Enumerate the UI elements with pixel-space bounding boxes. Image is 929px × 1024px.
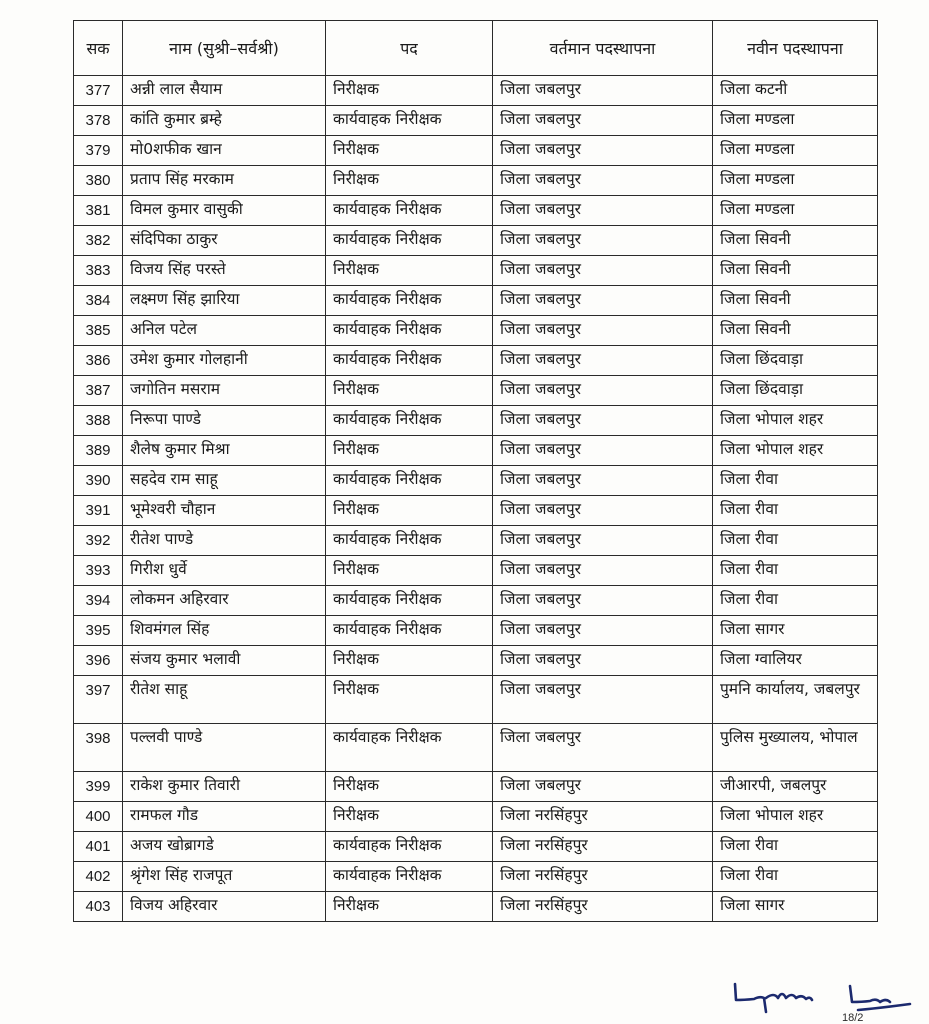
row-post: निरीक्षक	[326, 646, 493, 676]
row-name: रामफल गौड	[123, 802, 326, 832]
row-name: मो0शफीक खान	[123, 136, 326, 166]
row-post: कार्यवाहक निरीक्षक	[326, 832, 493, 862]
row-post: कार्यवाहक निरीक्षक	[326, 406, 493, 436]
table-row	[74, 316, 878, 346]
table-row	[74, 226, 878, 256]
row-new-posting: जिला छिंदवाड़ा	[713, 376, 878, 406]
row-post: कार्यवाहक निरीक्षक	[326, 316, 493, 346]
table-row	[74, 772, 878, 802]
row-name: अनिल पटेल	[123, 316, 326, 346]
row-current-posting: जिला जबलपुर	[493, 76, 713, 106]
row-current-posting: जिला जबलपुर	[493, 724, 713, 772]
row-post: निरीक्षक	[326, 676, 493, 724]
row-name: संदिपिका ठाकुर	[123, 226, 326, 256]
row-post: कार्यवाहक निरीक्षक	[326, 226, 493, 256]
row-name: शिवमंगल सिंह	[123, 616, 326, 646]
row-current-posting: जिला जबलपुर	[493, 256, 713, 286]
row-current-posting: जिला जबलपुर	[493, 466, 713, 496]
row-name: सहदेव राम साहू	[123, 466, 326, 496]
table-row	[74, 496, 878, 526]
row-name: गिरीश धुर्वे	[123, 556, 326, 586]
row-name: लक्ष्मण सिंह झारिया	[123, 286, 326, 316]
row-serial: 397	[74, 676, 123, 724]
row-serial: 396	[74, 646, 123, 676]
row-serial: 379	[74, 136, 123, 166]
row-name: अन्नी लाल सैयाम	[123, 76, 326, 106]
row-current-posting: जिला जबलपुर	[493, 166, 713, 196]
row-post: निरीक्षक	[326, 136, 493, 166]
signature	[730, 978, 920, 1018]
row-post: निरीक्षक	[326, 772, 493, 802]
table-row	[74, 676, 878, 724]
row-current-posting: जिला जबलपुर	[493, 676, 713, 724]
header-serial: सक	[74, 21, 123, 76]
table-row	[74, 436, 878, 466]
row-name: प्रताप सिंह मरकाम	[123, 166, 326, 196]
row-new-posting: जिला रीवा	[713, 862, 878, 892]
row-new-posting: जिला भोपाल शहर	[713, 406, 878, 436]
row-post: निरीक्षक	[326, 436, 493, 466]
table-row	[74, 616, 878, 646]
row-new-posting: जिला सिवनी	[713, 316, 878, 346]
row-new-posting: जिला रीवा	[713, 496, 878, 526]
row-post: निरीक्षक	[326, 556, 493, 586]
row-serial: 401	[74, 832, 123, 862]
row-post: निरीक्षक	[326, 166, 493, 196]
table-row	[74, 256, 878, 286]
row-new-posting: जिला रीवा	[713, 586, 878, 616]
row-serial: 387	[74, 376, 123, 406]
row-current-posting: जिला नरसिंहपुर	[493, 892, 713, 922]
row-new-posting: जिला रीवा	[713, 556, 878, 586]
row-current-posting: जिला जबलपुर	[493, 772, 713, 802]
row-current-posting: जिला जबलपुर	[493, 496, 713, 526]
row-name: विजय अहिरवार	[123, 892, 326, 922]
row-current-posting: जिला जबलपुर	[493, 316, 713, 346]
row-name: विमल कुमार वासुकी	[123, 196, 326, 226]
row-name: पल्लवी पाण्डे	[123, 724, 326, 772]
row-current-posting: जिला जबलपुर	[493, 226, 713, 256]
row-serial: 386	[74, 346, 123, 376]
row-new-posting: जिला भोपाल शहर	[713, 802, 878, 832]
row-post: निरीक्षक	[326, 496, 493, 526]
row-serial: 377	[74, 76, 123, 106]
row-post: कार्यवाहक निरीक्षक	[326, 724, 493, 772]
row-name: रीतेश साहू	[123, 676, 326, 724]
row-post: कार्यवाहक निरीक्षक	[326, 862, 493, 892]
row-new-posting: जिला भोपाल शहर	[713, 436, 878, 466]
row-serial: 384	[74, 286, 123, 316]
table-row	[74, 466, 878, 496]
row-post: कार्यवाहक निरीक्षक	[326, 586, 493, 616]
header-current-posting: वर्तमान पदस्थापना	[493, 21, 713, 76]
row-post: कार्यवाहक निरीक्षक	[326, 346, 493, 376]
row-serial: 381	[74, 196, 123, 226]
row-current-posting: जिला नरसिंहपुर	[493, 832, 713, 862]
header-name: नाम (सुश्री–सर्वश्री)	[123, 21, 326, 76]
row-new-posting: जिला मण्डला	[713, 196, 878, 226]
row-serial: 382	[74, 226, 123, 256]
row-new-posting: जिला ग्वालियर	[713, 646, 878, 676]
row-post: निरीक्षक	[326, 76, 493, 106]
table-row	[74, 406, 878, 436]
table-row	[74, 556, 878, 586]
row-serial: 402	[74, 862, 123, 892]
row-serial: 403	[74, 892, 123, 922]
row-current-posting: जिला जबलपुर	[493, 106, 713, 136]
row-name: विजय सिंह परस्ते	[123, 256, 326, 286]
row-new-posting: जिला रीवा	[713, 526, 878, 556]
row-post: निरीक्षक	[326, 892, 493, 922]
table-row	[74, 376, 878, 406]
row-current-posting: जिला नरसिंहपुर	[493, 862, 713, 892]
row-new-posting: जिला रीवा	[713, 832, 878, 862]
row-serial: 390	[74, 466, 123, 496]
row-new-posting: जिला रीवा	[713, 466, 878, 496]
row-serial: 394	[74, 586, 123, 616]
row-new-posting: जिला मण्डला	[713, 166, 878, 196]
row-name: निरूपा पाण्डे	[123, 406, 326, 436]
row-post: निरीक्षक	[326, 256, 493, 286]
table-row	[74, 586, 878, 616]
row-serial: 395	[74, 616, 123, 646]
row-name: संजय कुमार भलावी	[123, 646, 326, 676]
row-new-posting: जिला मण्डला	[713, 136, 878, 166]
row-serial: 398	[74, 724, 123, 772]
row-post: कार्यवाहक निरीक्षक	[326, 286, 493, 316]
row-current-posting: जिला जबलपुर	[493, 376, 713, 406]
table-row	[74, 646, 878, 676]
row-name: राकेश कुमार तिवारी	[123, 772, 326, 802]
row-new-posting: जिला सिवनी	[713, 226, 878, 256]
row-serial: 392	[74, 526, 123, 556]
header-new-posting: नवीन पदस्थापना	[713, 21, 878, 76]
row-name: कांति कुमार ब्रम्हे	[123, 106, 326, 136]
row-name: उमेश कुमार गोलहानी	[123, 346, 326, 376]
row-current-posting: जिला जबलपुर	[493, 346, 713, 376]
row-name: भूमेश्वरी चौहान	[123, 496, 326, 526]
transfer-list-table	[73, 20, 878, 922]
row-current-posting: जिला जबलपुर	[493, 616, 713, 646]
table-row	[74, 106, 878, 136]
row-post: निरीक्षक	[326, 802, 493, 832]
row-name: लोकमन अहिरवार	[123, 586, 326, 616]
row-current-posting: जिला जबलपुर	[493, 196, 713, 226]
row-current-posting: जिला जबलपुर	[493, 286, 713, 316]
row-serial: 393	[74, 556, 123, 586]
row-serial: 380	[74, 166, 123, 196]
table-row	[74, 346, 878, 376]
table-row	[74, 76, 878, 106]
row-current-posting: जिला जबलपुर	[493, 526, 713, 556]
row-post: कार्यवाहक निरीक्षक	[326, 196, 493, 226]
row-post: कार्यवाहक निरीक्षक	[326, 106, 493, 136]
row-current-posting: जिला जबलपुर	[493, 136, 713, 166]
row-serial: 388	[74, 406, 123, 436]
row-current-posting: जिला जबलपुर	[493, 406, 713, 436]
row-new-posting: जिला सागर	[713, 616, 878, 646]
row-new-posting: पुलिस मुख्यालय, भोपाल	[713, 724, 878, 772]
row-current-posting: जिला नरसिंहपुर	[493, 802, 713, 832]
row-new-posting: जिला सिवनी	[713, 256, 878, 286]
row-new-posting: जिला कटनी	[713, 76, 878, 106]
row-new-posting: जिला सिवनी	[713, 286, 878, 316]
table-body	[74, 76, 878, 922]
row-current-posting: जिला जबलपुर	[493, 556, 713, 586]
row-post: कार्यवाहक निरीक्षक	[326, 526, 493, 556]
row-name: अजय खोब्रागडे	[123, 832, 326, 862]
table-header-row	[74, 21, 878, 76]
row-new-posting: जिला मण्डला	[713, 106, 878, 136]
row-current-posting: जिला जबलपुर	[493, 646, 713, 676]
row-name: शैलेष कुमार मिश्रा	[123, 436, 326, 466]
row-serial: 385	[74, 316, 123, 346]
table-row	[74, 862, 878, 892]
row-name: श्रृंगेश सिंह राजपूत	[123, 862, 326, 892]
row-name: रीतेश पाण्डे	[123, 526, 326, 556]
row-serial: 391	[74, 496, 123, 526]
row-name: जगोतिन मसराम	[123, 376, 326, 406]
table-row	[74, 136, 878, 166]
table-row	[74, 166, 878, 196]
table-row	[74, 802, 878, 832]
row-serial: 383	[74, 256, 123, 286]
row-new-posting: जिला सागर	[713, 892, 878, 922]
row-new-posting: पुमनि कार्यालय, जबलपुर	[713, 676, 878, 724]
table-row	[74, 892, 878, 922]
row-current-posting: जिला जबलपुर	[493, 586, 713, 616]
row-serial: 389	[74, 436, 123, 466]
row-new-posting: जीआरपी, जबलपुर	[713, 772, 878, 802]
row-serial: 400	[74, 802, 123, 832]
row-new-posting: जिला छिंदवाड़ा	[713, 346, 878, 376]
table-row	[74, 286, 878, 316]
header-post: पद	[326, 21, 493, 76]
row-serial: 378	[74, 106, 123, 136]
table-row	[74, 526, 878, 556]
table-row	[74, 832, 878, 862]
signature-date: 18/2	[842, 1012, 864, 1024]
signature-scribble-icon	[730, 978, 920, 1018]
row-current-posting: जिला जबलपुर	[493, 436, 713, 466]
row-post: कार्यवाहक निरीक्षक	[326, 466, 493, 496]
row-post: निरीक्षक	[326, 376, 493, 406]
table-row	[74, 724, 878, 772]
row-post: कार्यवाहक निरीक्षक	[326, 616, 493, 646]
table-row	[74, 196, 878, 226]
row-serial: 399	[74, 772, 123, 802]
